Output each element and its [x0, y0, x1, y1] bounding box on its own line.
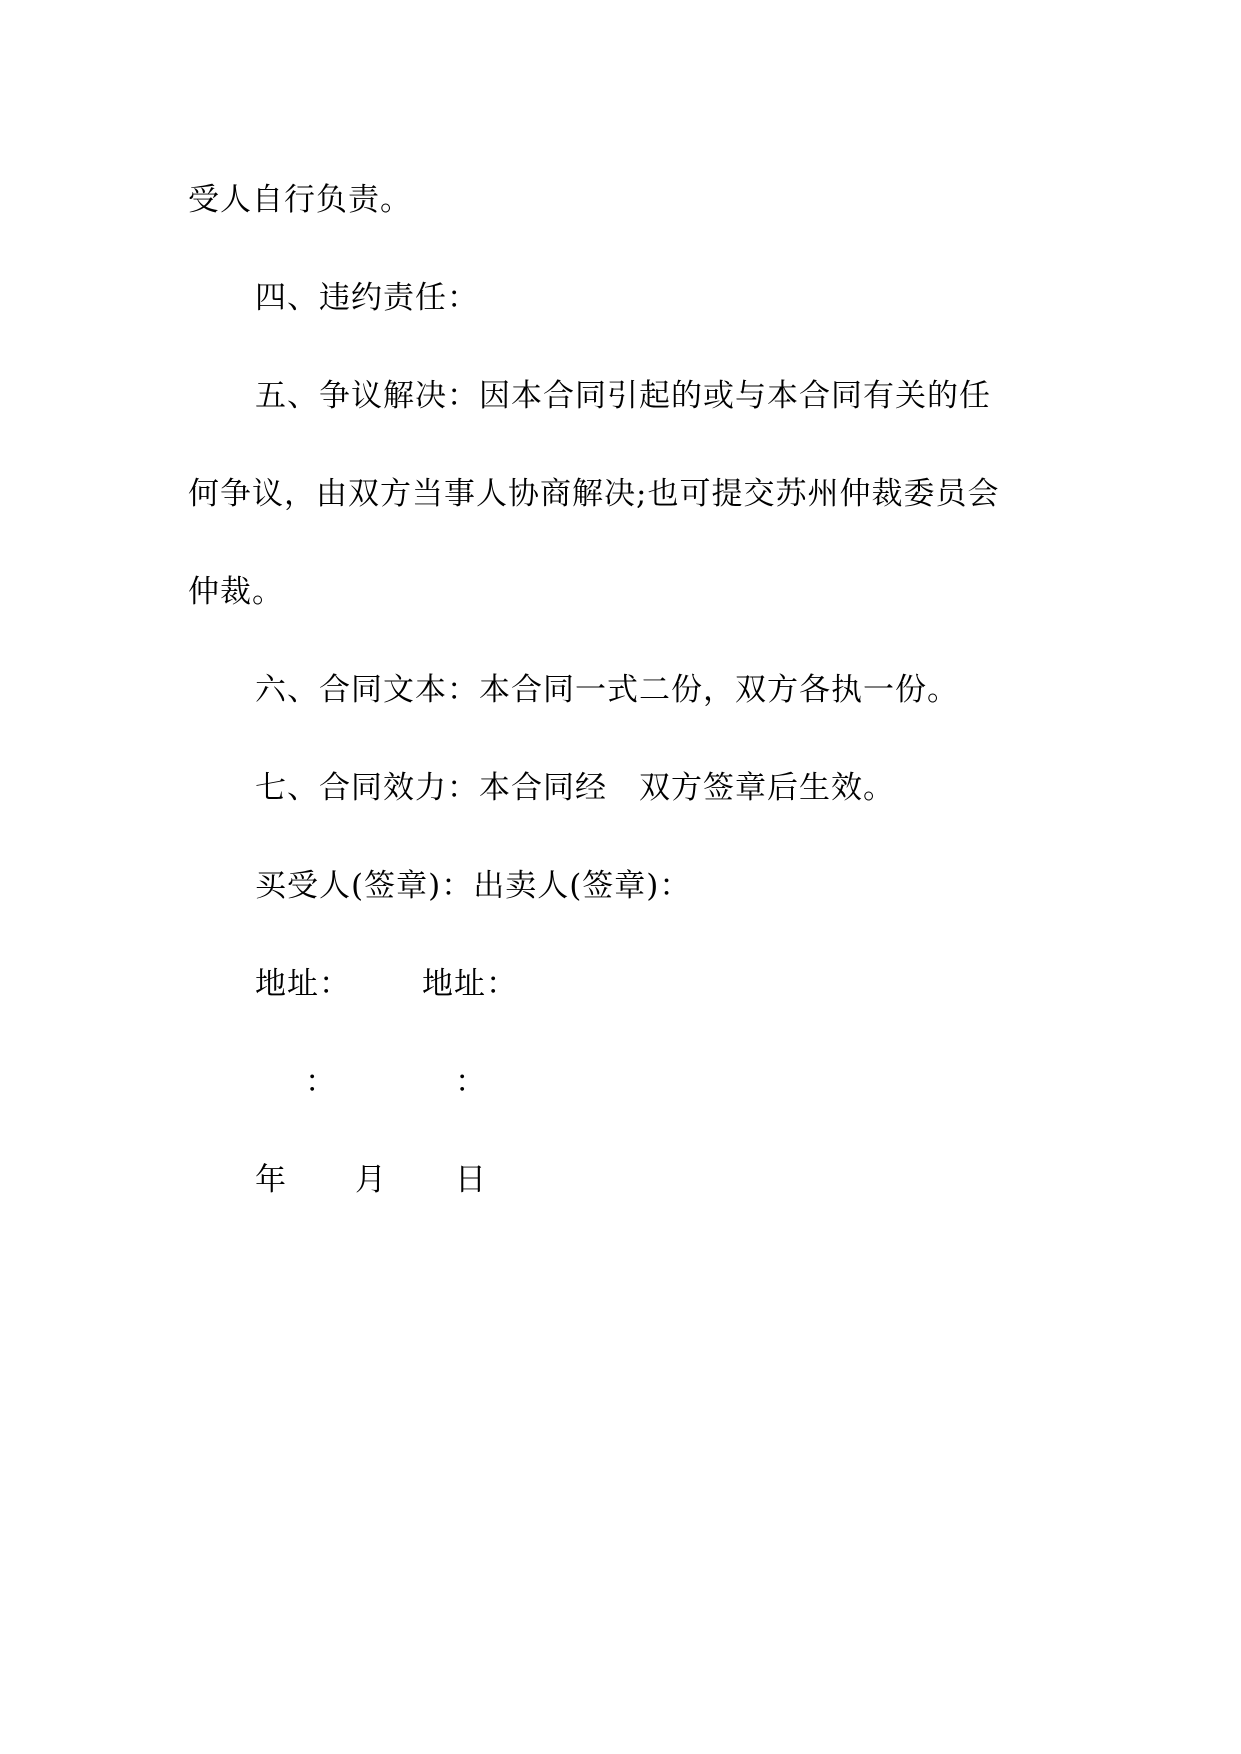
- buyer-address-label: 地址：: [255, 966, 351, 1002]
- section-dispute-line-2: 何争议，由双方当事人协商解决;也可提交苏州仲裁委员会: [188, 476, 1000, 512]
- date-year-label: 年: [255, 1162, 287, 1198]
- buyer-field-colon: ：: [305, 1064, 337, 1100]
- section-dispute-line-3: 仲裁。: [188, 574, 284, 610]
- section-contract-validity: 七、合同效力：本合同经 双方签章后生效。: [255, 770, 895, 806]
- seller-field-colon: ：: [455, 1064, 487, 1100]
- seller-address-label: 地址：: [422, 966, 518, 1002]
- section-heading-breach: 四、违约责任：: [255, 280, 479, 316]
- section-dispute-line-1: 五、争议解决：因本合同引起的或与本合同有关的任: [255, 378, 991, 414]
- paragraph-line: 受人自行负责。: [188, 182, 412, 218]
- date-day-label: 日: [455, 1162, 487, 1198]
- section-contract-copies: 六、合同文本：本合同一式二份，双方各执一份。: [255, 672, 959, 708]
- date-month-label: 月: [355, 1162, 387, 1198]
- signature-labels: 买受人(签章)：出卖人(签章)：: [255, 868, 692, 904]
